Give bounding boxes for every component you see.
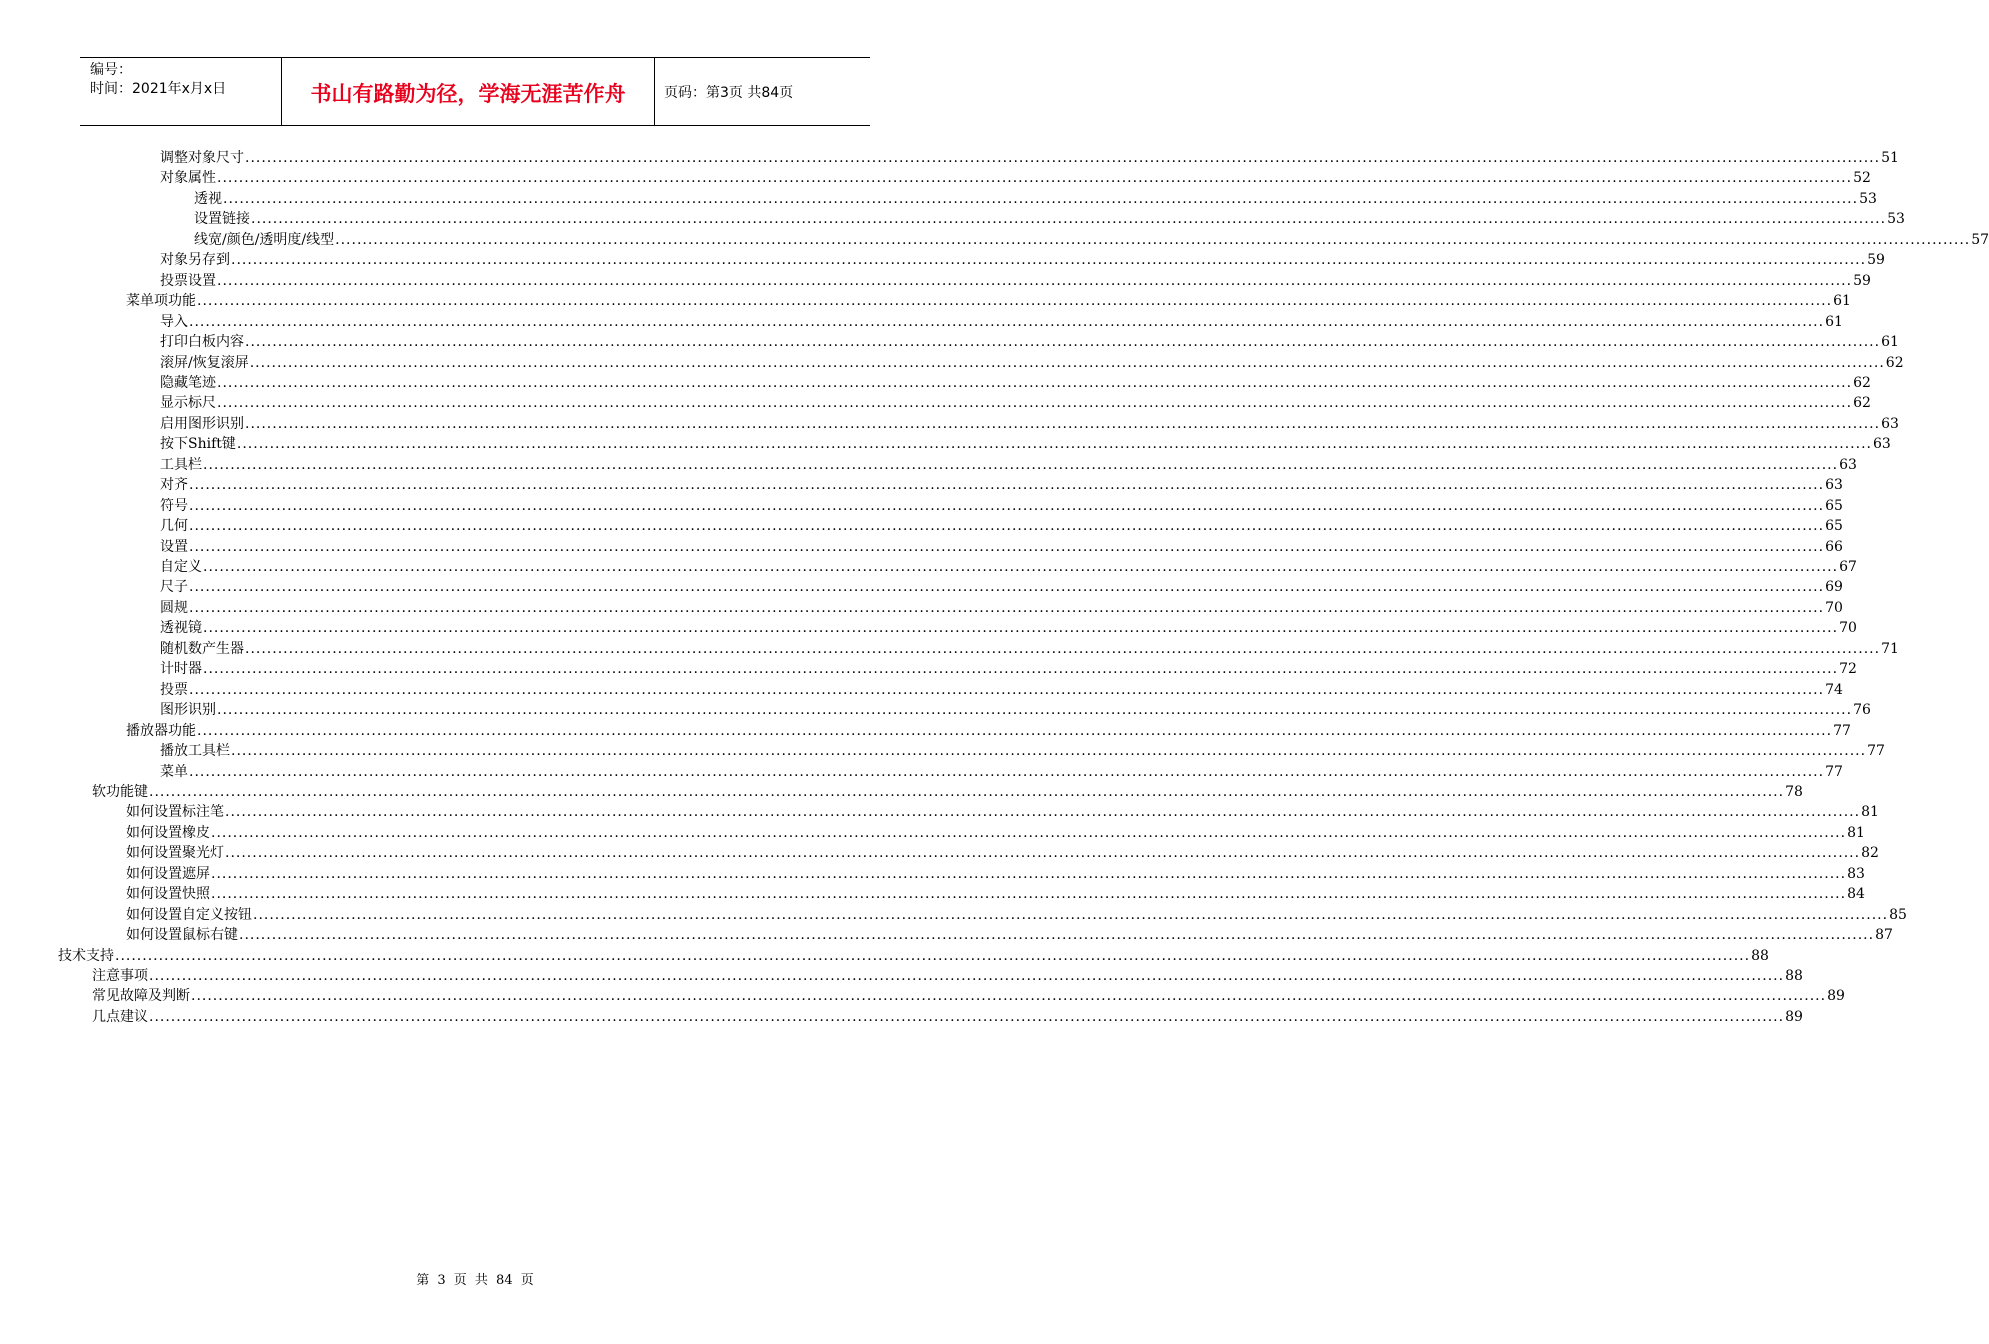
toc-dot-leader: ............................................................................................................................................................................................................................................................................................................	[149, 783, 1785, 800]
toc-entry-title: 启用图形识别	[160, 415, 244, 432]
toc-entry[interactable]	[126, 905, 1907, 926]
toc-entry-page-number: 71	[1881, 640, 1899, 657]
toc-entry[interactable]	[126, 291, 1851, 312]
toc-entry-title: 如何设置快照	[126, 886, 210, 903]
toc-entry-title: 常见故障及判断	[92, 988, 190, 1005]
toc-entry[interactable]	[160, 168, 1871, 189]
toc-entry-title: 尺子	[160, 579, 188, 596]
toc-entry-page-number: 53	[1859, 190, 1877, 207]
toc-entry[interactable]	[160, 496, 1843, 517]
toc-dot-leader: ............................................................................................................................................................................................................................................................................................................	[217, 170, 1853, 187]
toc-entry[interactable]	[58, 946, 1769, 967]
toc-entry-page-number: 77	[1825, 763, 1843, 780]
toc-entry-title: 设置	[160, 538, 188, 555]
toc-dot-leader: ............................................................................................................................................................................................................................................................................................................	[253, 906, 1889, 923]
toc-entry[interactable]	[92, 986, 1845, 1007]
toc-dot-leader: ............................................................................................................................................................................................................................................................................................................	[189, 681, 1825, 698]
toc-dot-leader: ............................................................................................................................................................................................................................................................................................................	[225, 804, 1861, 821]
toc-entry[interactable]	[126, 823, 1865, 844]
toc-entry[interactable]	[126, 802, 1879, 823]
toc-dot-leader: ............................................................................................................................................................................................................................................................................................................	[189, 538, 1825, 555]
toc-entry-page-number: 81	[1861, 804, 1879, 821]
toc-entry-title: 按下Shift键	[160, 436, 236, 453]
toc-entry-page-number: 63	[1881, 415, 1899, 432]
toc-entry[interactable]	[160, 741, 1885, 762]
toc-entry-title: 设置链接	[194, 211, 250, 228]
toc-entry-page-number: 53	[1887, 211, 1905, 228]
header-top-border	[80, 57, 870, 58]
toc-entry-title: 技术支持	[58, 947, 114, 964]
toc-entry-title: 如何设置遮屏	[126, 865, 210, 882]
toc-entry-title: 图形识别	[160, 702, 216, 719]
toc-entry-page-number: 82	[1861, 845, 1879, 862]
toc-entry-title: 显示标尺	[160, 395, 216, 412]
toc-entry-title: 菜单	[160, 763, 188, 780]
toc-dot-leader: ............................................................................................................................................................................................................................................................................................................	[203, 661, 1839, 678]
toc-entry[interactable]	[160, 639, 1899, 660]
toc-entry-page-number: 70	[1839, 620, 1857, 637]
toc-entry[interactable]	[160, 537, 1843, 558]
toc-entry-page-number: 85	[1889, 906, 1907, 923]
toc-entry-page-number: 65	[1825, 497, 1843, 514]
toc-entry-title: 自定义	[160, 559, 202, 575]
toc-dot-leader: ............................................................................................................................................................................................................................................................................................................	[189, 497, 1825, 514]
toc-entry[interactable]	[194, 230, 1989, 251]
toc-entry-title: 工具栏	[160, 456, 202, 473]
toc-entry[interactable]	[126, 884, 1865, 905]
toc-entry-page-number: 63	[1839, 456, 1857, 473]
toc-entry-title: 如何设置自定义按钮	[126, 906, 252, 923]
toc-entry[interactable]	[160, 516, 1843, 537]
toc-entry[interactable]	[160, 455, 1857, 476]
toc-entry-title: 滚屏/恢复滚屏	[160, 354, 249, 371]
toc-dot-leader: ............................................................................................................................................................................................................................................................................................................	[211, 824, 1847, 841]
toc-dot-leader: ............................................................................................................................................................................................................................................................................................................	[231, 252, 1867, 269]
toc-entry-page-number: 76	[1853, 702, 1871, 719]
toc-dot-leader: ............................................................................................................................................................................................................................................................................................................	[245, 150, 1881, 166]
toc-dot-leader: ............................................................................................................................................................................................................................................................................................................	[225, 845, 1861, 862]
toc-entry-title: 对齐	[160, 477, 188, 494]
toc-dot-leader: ............................................................................................................................................................................................................................................................................................................	[189, 579, 1825, 596]
toc-dot-leader: ............................................................................................................................................................................................................................................................................................................	[197, 293, 1833, 310]
toc-entry[interactable]	[160, 659, 1857, 680]
toc-dot-leader: ............................................................................................................................................................................................................................................................................................................	[203, 559, 1839, 575]
toc-dot-leader: ............................................................................................................................................................................................................................................................................................................	[335, 231, 1971, 248]
header-motto: 书山有路勤为径，学海无涯苦作舟	[310, 82, 626, 106]
toc-entry[interactable]	[160, 762, 1843, 783]
toc-dot-leader: ............................................................................................................................................................................................................................................................................................................	[251, 211, 1887, 228]
toc-dot-leader: ............................................................................................................................................................................................................................................................................................................	[239, 927, 1875, 944]
toc-entry-page-number: 77	[1833, 722, 1851, 739]
toc-entry-title: 导入	[160, 313, 188, 330]
toc-entry-page-number: 72	[1839, 661, 1857, 678]
toc-entry-page-number: 89	[1785, 1008, 1803, 1025]
toc-entry-page-number: 88	[1785, 968, 1803, 984]
toc-entry-page-number: 78	[1785, 783, 1803, 800]
toc-entry-page-number: 59	[1853, 272, 1871, 289]
toc-entry-page-number: 57	[1971, 231, 1989, 248]
toc-entry[interactable]	[160, 434, 1891, 455]
toc-entry[interactable]	[160, 475, 1843, 496]
toc-entry-title: 播放工具栏	[160, 743, 230, 760]
toc-entry-title: 投票	[160, 681, 188, 698]
toc-entry-page-number: 61	[1833, 293, 1851, 310]
toc-entry-title: 菜单项功能	[126, 293, 196, 310]
toc-entry[interactable]	[160, 312, 1843, 333]
toc-entry[interactable]	[160, 148, 1899, 169]
header-bottom-border	[80, 125, 870, 126]
toc-entry-page-number: 81	[1847, 824, 1865, 841]
toc-entry-title: 几点建议	[92, 1008, 148, 1025]
toc-entry[interactable]	[194, 209, 1905, 230]
toc-entry-title: 注意事项	[92, 968, 148, 984]
toc-entry[interactable]	[160, 700, 1871, 721]
toc-entry-page-number: 70	[1825, 599, 1843, 616]
toc-entry-title: 计时器	[160, 661, 202, 678]
toc-entry-title: 软功能键	[92, 783, 148, 800]
toc-entry-title: 隐藏笔迹	[160, 374, 216, 391]
toc-dot-leader: ............................................................................................................................................................................................................................................................................................................	[245, 415, 1881, 432]
toc-entry[interactable]	[160, 598, 1843, 619]
toc-entry-title: 对象另存到	[160, 252, 230, 269]
toc-entry[interactable]	[126, 925, 1893, 946]
toc-entry[interactable]	[160, 332, 1899, 353]
toc-entry[interactable]	[126, 721, 1851, 742]
toc-entry-page-number: 61	[1825, 313, 1843, 330]
toc-dot-leader: ............................................................................................................................................................................................................................................................................................................	[203, 620, 1839, 637]
toc-entry-page-number: 51	[1881, 150, 1899, 166]
toc-entry[interactable]	[160, 557, 1857, 578]
toc-dot-leader: ............................................................................................................................................................................................................................................................................................................	[189, 313, 1825, 330]
toc-dot-leader: ............................................................................................................................................................................................................................................................................................................	[189, 477, 1825, 494]
toc-entry[interactable]	[92, 782, 1803, 803]
serial-number-label: 编号：	[90, 62, 132, 78]
toc-entry[interactable]	[92, 1007, 1803, 1028]
toc-dot-leader: ............................................................................................................................................................................................................................................................................................................	[189, 518, 1825, 535]
toc-entry-title: 线宽/颜色/透明度/线型	[194, 231, 335, 248]
toc-dot-leader: ............................................................................................................................................................................................................................................................................................................	[245, 334, 1881, 351]
toc-dot-leader: ............................................................................................................................................................................................................................................................................................................	[203, 456, 1839, 473]
toc-entry-title: 如何设置聚光灯	[126, 845, 224, 862]
toc-dot-leader: ............................................................................................................................................................................................................................................................................................................	[197, 722, 1833, 739]
time-label: 时间：2021年x月x日	[90, 81, 227, 97]
toc-entry-title: 如何设置橡皮	[126, 824, 210, 841]
toc-entry-page-number: 61	[1881, 334, 1899, 351]
toc-entry-title: 透视	[194, 190, 222, 207]
toc-entry-page-number: 88	[1751, 947, 1769, 964]
toc-dot-leader: ............................................................................................................................................................................................................................................................................................................	[149, 1008, 1785, 1025]
toc-entry[interactable]	[160, 373, 1871, 394]
toc-entry-title: 几何	[160, 518, 188, 535]
toc-dot-leader: ............................................................................................................................................................................................................................................................................................................	[236, 436, 1872, 453]
toc-entry[interactable]	[160, 393, 1871, 414]
toc-entry-page-number: 67	[1839, 559, 1857, 575]
toc-entry[interactable]	[126, 864, 1865, 885]
toc-entry-page-number: 77	[1867, 743, 1885, 760]
toc-entry[interactable]	[160, 577, 1843, 598]
toc-entry-page-number: 65	[1825, 518, 1843, 535]
toc-entry-title: 透视镜	[160, 620, 202, 637]
toc-entry[interactable]	[126, 843, 1879, 864]
page-number-label: 页码：第3页 共84页	[664, 85, 794, 101]
toc-entry[interactable]	[160, 271, 1871, 292]
toc-entry[interactable]	[194, 189, 1877, 210]
toc-entry-title: 圆规	[160, 599, 188, 616]
toc-entry-page-number: 59	[1867, 252, 1885, 269]
toc-dot-leader: ............................................................................................................................................................................................................................................................................................................	[249, 354, 1885, 371]
toc-dot-leader: ............................................................................................................................................................................................................................................................................................................	[217, 374, 1853, 391]
toc-entry[interactable]	[160, 353, 1904, 374]
toc-entry-page-number: 89	[1827, 988, 1845, 1005]
toc-dot-leader: ............................................................................................................................................................................................................................................................................................................	[217, 272, 1853, 289]
page-footer: 第 3 页 共 84 页	[416, 1273, 534, 1288]
toc-entry-page-number: 63	[1825, 477, 1843, 494]
toc-entry-title: 如何设置鼠标右键	[126, 927, 238, 944]
toc-dot-leader: ............................................................................................................................................................................................................................................................................................................	[211, 865, 1847, 882]
toc-entry-page-number: 62	[1885, 354, 1904, 371]
toc-entry-title: 播放器功能	[126, 722, 196, 739]
toc-entry-title: 对象属性	[160, 170, 216, 187]
toc-entry-title: 打印白板内容	[160, 334, 244, 351]
toc-dot-leader: ............................................................................................................................................................................................................................................................................................................	[115, 947, 1751, 964]
toc-dot-leader: ............................................................................................................................................................................................................................................................................................................	[211, 886, 1847, 903]
toc-entry-page-number: 84	[1847, 886, 1865, 903]
toc-entry-page-number: 66	[1825, 538, 1843, 555]
toc-dot-leader: ............................................................................................................................................................................................................................................................................................................	[245, 640, 1881, 657]
toc-dot-leader: ............................................................................................................................................................................................................................................................................................................	[217, 702, 1853, 719]
toc-entry[interactable]	[160, 250, 1885, 271]
toc-dot-leader: ............................................................................................................................................................................................................................................................................................................	[149, 968, 1785, 984]
toc-entry[interactable]	[160, 680, 1843, 701]
toc-dot-leader: ............................................................................................................................................................................................................................................................................................................	[189, 599, 1825, 616]
toc-entry-page-number: 62	[1853, 395, 1871, 412]
toc-entry[interactable]	[160, 618, 1857, 639]
header-divider-2	[654, 58, 655, 125]
toc-entry-title: 调整对象尺寸	[160, 150, 244, 166]
toc-entry-page-number: 52	[1853, 170, 1871, 187]
toc-entry-page-number: 87	[1875, 927, 1893, 944]
toc-dot-leader: ............................................................................................................................................................................................................................................................................................................	[191, 988, 1827, 1005]
toc-dot-leader: ............................................................................................................................................................................................................................................................................................................	[223, 190, 1859, 207]
toc-entry-page-number: 63	[1872, 436, 1891, 453]
toc-entry[interactable]	[92, 966, 1803, 987]
toc-entry[interactable]	[160, 414, 1899, 435]
toc-entry-title: 投票设置	[160, 272, 216, 289]
toc-entry-title: 随机数产生器	[160, 640, 244, 657]
toc-entry-page-number: 62	[1853, 374, 1871, 391]
toc-entry-title: 如何设置标注笔	[126, 804, 224, 821]
toc-dot-leader: ............................................................................................................................................................................................................................................................................................................	[231, 743, 1867, 760]
toc-entry-page-number: 74	[1825, 681, 1843, 698]
toc-dot-leader: ............................................................................................................................................................................................................................................................................................................	[217, 395, 1853, 412]
toc-entry-page-number: 83	[1847, 865, 1865, 882]
toc-entry-title: 符号	[160, 497, 188, 514]
toc-entry-page-number: 69	[1825, 579, 1843, 596]
toc-dot-leader: ............................................................................................................................................................................................................................................................................................................	[189, 763, 1825, 780]
